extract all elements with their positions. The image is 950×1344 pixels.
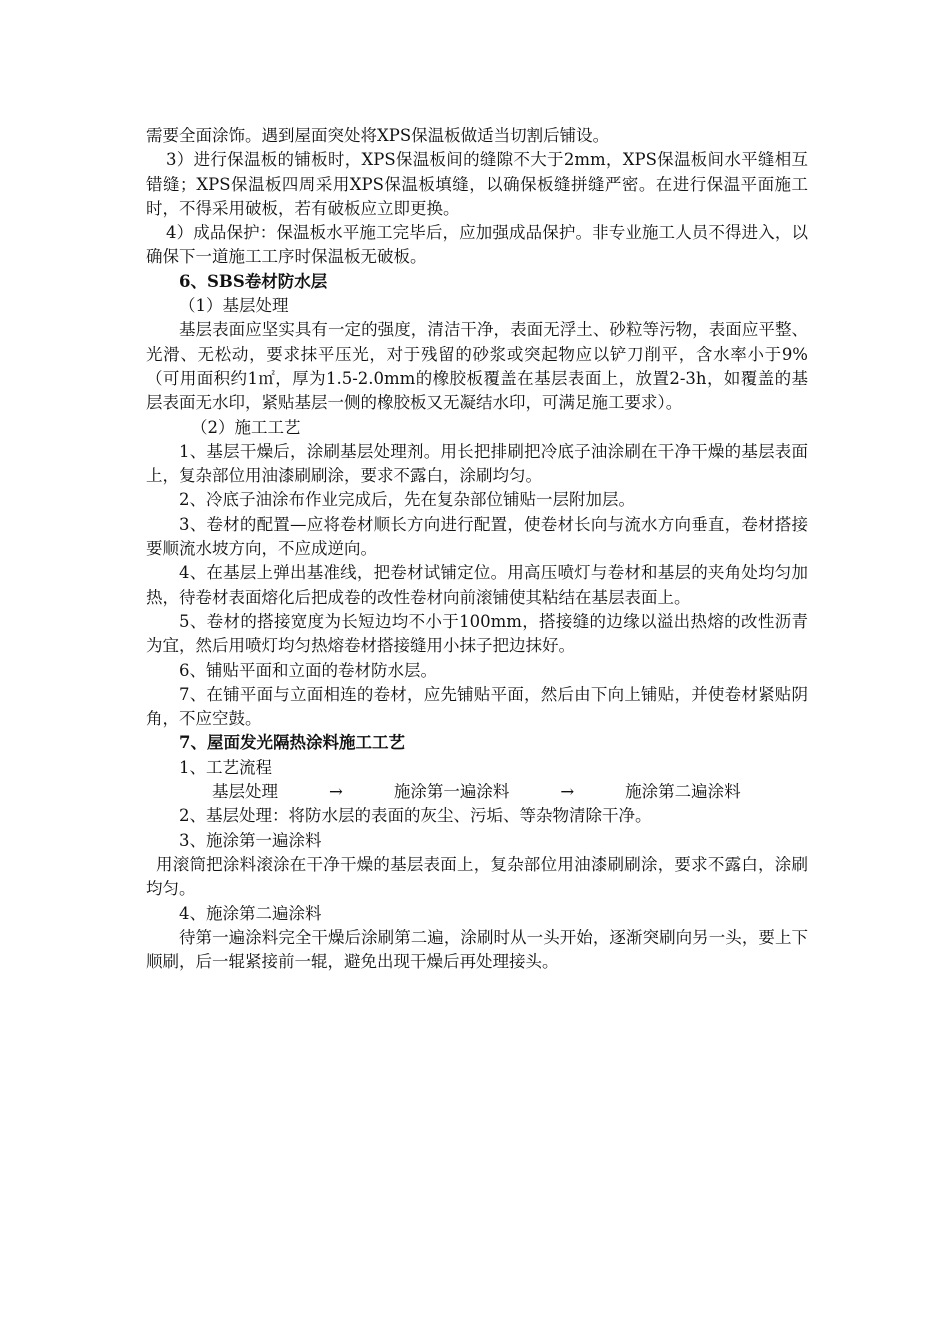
paragraph: 基层表面应坚实具有一定的强度，清洁干净，表面无浮土、砂粒等污物，表面应平整、光滑、无松动，要求抹平压光，对于残留的砂浆或突起物应以铲刀削平，含水率小于9%（可用面积约1㎡，厚为1.5-2.0mm的橡胶板覆盖在基层表面上，放置2-3h，如覆盖的基层表面无水印，紧贴基层一侧的橡胶板又无凝结水印，可满足施工要求）。 — [146, 320, 808, 413]
paragraph: 4）成品保护：保温板水平施工完毕后，应加强成品保护。非专业施工人员不得进入，以确保下一道施工工序时保温板无破板。 — [146, 223, 808, 267]
document-page — [146, 124, 808, 974]
paragraph: 2、基层处理：将防水层的表面的灰尘、污垢、等杂物清除干净。 — [179, 806, 652, 826]
paragraph: 4、在基层上弹出基准线，把卷材试铺定位。用高压喷灯与卷材和基层的夹角处均匀加热，待卷材表面熔化后把成卷的改性卷材向前滚铺使其粘结在基层表面上。 — [146, 563, 808, 607]
paragraph: 6、铺贴平面和立面的卷材防水层。 — [179, 660, 437, 680]
paragraph: 3、施涂第一遍涂料 — [179, 830, 322, 850]
subsection-heading: （1）基层处理 — [179, 296, 289, 316]
section-heading-6: 6、SBS卷材防水层 — [179, 271, 328, 291]
arrow-right-icon: → — [560, 782, 575, 802]
paragraph: 3）进行保温板的铺板时，XPS保温板间的缝隙不大于2mm，XPS保温板间水平缝相互错缝；XPS保温板四周采用XPS保温板填缝，以确保板缝拼缝严密。在进行保温平面施工时，不得采用破板，若有破板应立即更换。 — [146, 150, 808, 218]
section-heading-7: 7、屋面发光隔热涂料施工工艺 — [179, 733, 405, 753]
flow-step: 基层处理 — [212, 782, 278, 802]
paragraph: 4、施涂第二遍涂料 — [179, 903, 322, 923]
paragraph: 待第一遍涂料完全干燥后涂刷第二遍，涂刷时从一头开始，逐渐突刷向另一头，要上下顺刷，后一辊紧接前一辊，避免出现干燥后再处理接头。 — [146, 927, 808, 972]
flow-step: 施涂第二遍涂料 — [625, 782, 741, 802]
paragraph: 需要全面涂饰。遇到屋面突处将XPS保温板做适当切割后铺设。 — [146, 126, 610, 145]
paragraph: 用滚筒把涂料滚涂在干净干燥的基层表面上，复杂部位用油漆刷刷涂，要求不露白，涂刷均匀。 — [146, 854, 808, 899]
paragraph: 1、基层干燥后，涂刷基层处理剂。用长把排刷把冷底子油涂刷在干净干燥的基层表面上，复杂部位用油漆刷刷涂，要求不露白，涂刷均匀。 — [146, 441, 808, 486]
paragraph: 7、在铺平面与立面相连的卷材，应先铺贴平面，然后由下向上铺贴，并使卷材紧贴阴角，不应空鼓。 — [146, 684, 808, 729]
arrow-right-icon: → — [329, 782, 343, 802]
paragraph: 3、卷材的配置—应将卷材顺长方向进行配置，使卷材长向与流水方向垂直，卷材搭接要顺流水坡方向，不应成逆向。 — [146, 514, 808, 559]
process-flow — [146, 780, 808, 804]
paragraph: 5、卷材的搭接宽度为长短边均不小于100mm，搭接缝的边缘以溢出热熔的改性沥青为宜，然后用喷灯均匀热熔卷材搭接缝用小抹子把边抹好。 — [146, 611, 808, 656]
paragraph: 2、冷底子油涂布作业完成后，先在复杂部位铺贴一层附加层。 — [179, 490, 635, 510]
paragraph: 1、工艺流程 — [179, 757, 272, 777]
subsection-heading: （2）施工工艺 — [191, 417, 301, 437]
flow-step: 施涂第一遍涂料 — [393, 782, 510, 802]
